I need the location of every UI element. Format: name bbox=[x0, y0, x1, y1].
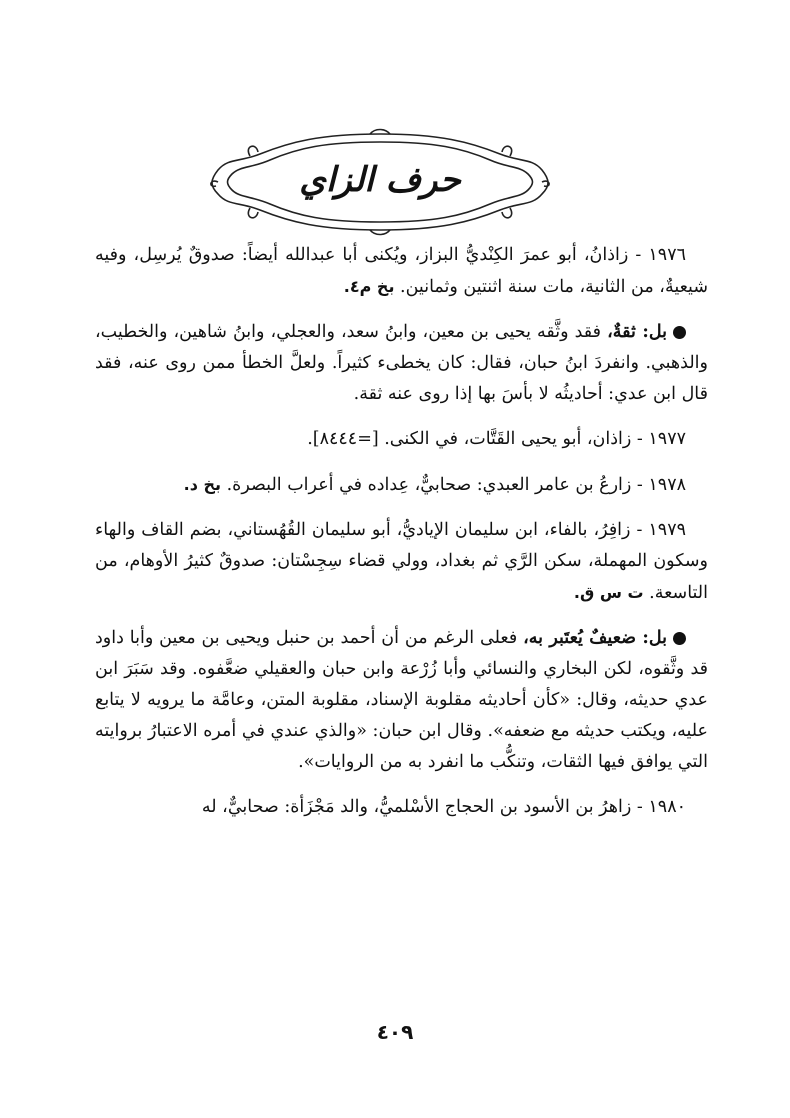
entry-code: بخ م٤. bbox=[343, 277, 395, 296]
entry-text: - زارعُ بن عامر العبدي: صحابيٌّ، عِداده في أعراب البصرة. bbox=[221, 475, 649, 495]
entry-number: ١٩٧٦ bbox=[648, 245, 686, 265]
entry-1977 bbox=[95, 424, 708, 455]
entry-text: - زاذان، أبو يحيى القَتَّات، في الكنى. [=٨٤٤٤]. bbox=[307, 429, 649, 449]
entry-1976 bbox=[95, 240, 708, 303]
entry-number: ١٩٧٧ bbox=[648, 429, 686, 449]
entry-number: ١٩٨٠ bbox=[648, 797, 686, 817]
entry-text: - زافِرُ، بالفاء، ابن سليمان الإياديُّ، أبو سليمان القُهُستاني، بضم القاف والهاء وسكون المهملة، سكن الرَّي ثم بغداد، وولي قضاء سِجِسْتان: صدوقٌ كثيرُ الأوهام، من التاسعة. bbox=[95, 520, 708, 603]
bullet-icon bbox=[673, 326, 686, 339]
entry-1979 bbox=[95, 515, 708, 609]
comment-1979 bbox=[95, 623, 708, 778]
page-number: ٤٠٩ bbox=[376, 1020, 414, 1044]
chapter-title: حرف الزاي bbox=[299, 160, 461, 200]
entry-code: بخ د. bbox=[183, 475, 222, 494]
entry-1980 bbox=[95, 792, 708, 823]
comment-text: فقد وثَّقه يحيى بن معين، وابنُ سعد، والعجلي، وابنُ شاهين، والخطيب، والذهبي. وانفردَ ابنُ حبان، فقال: كان يخطىء كثيراً. ولعلَّ الخطأ ممن روى عنه، فقد قال ابن عدي: أحاديثُه لا بأسَ بها إذا روى عنه ثقة. bbox=[95, 322, 708, 404]
entry-number: ١٩٧٨ bbox=[648, 475, 686, 495]
entry-text: - زاذانُ، أبو عمرَ الكِنْديُّ البزاز، ويُكنى أبا عبدالله أيضاً: صدوقٌ يُرسِل، وفيه شيعيةٌ، من الثانية، مات سنة اثنتين وثمانين. bbox=[95, 245, 708, 297]
comment-text: فعلى الرغم من أن أحمد بن حنبل ويحيى بن معين وأبا داود قد وثَّقوه، لكن البخاري والنسائي وأبا زُرْعة وابن حبان والعقيلي ضعَّفوه. وقد سَبَرَ ابن عدي حديثه، وقال: «كأن أحاديثه مقلوبة الإسناد، مقلوبة المتن، وعامَّة ما يرويه لا يتابع عليه، ويكتب حديثه مع ضعفه». وقال ابن حبان: «والذي عندي في أمره الاعتبارُ بروايته التي يوافق فيها الثقات، وتنكُّب ما انفرد به من الروايات». bbox=[95, 628, 708, 772]
comment-verdict: بل: ضعيفٌ يُعتَبر به، bbox=[523, 628, 667, 648]
entry-text: - زاهرُ بن الأسود بن الحجاج الأسْلميُّ، والد مَجْزَأة: صحابيٌّ، له bbox=[201, 797, 649, 817]
bullet-icon bbox=[673, 632, 686, 645]
entry-number: ١٩٧٩ bbox=[648, 520, 686, 540]
entry-1978 bbox=[95, 469, 708, 501]
comment-1976 bbox=[95, 317, 708, 410]
entry-code: ت س ق. bbox=[573, 583, 644, 602]
comment-verdict: بل: ثقةٌ، bbox=[607, 322, 667, 342]
entries-list bbox=[95, 240, 708, 837]
